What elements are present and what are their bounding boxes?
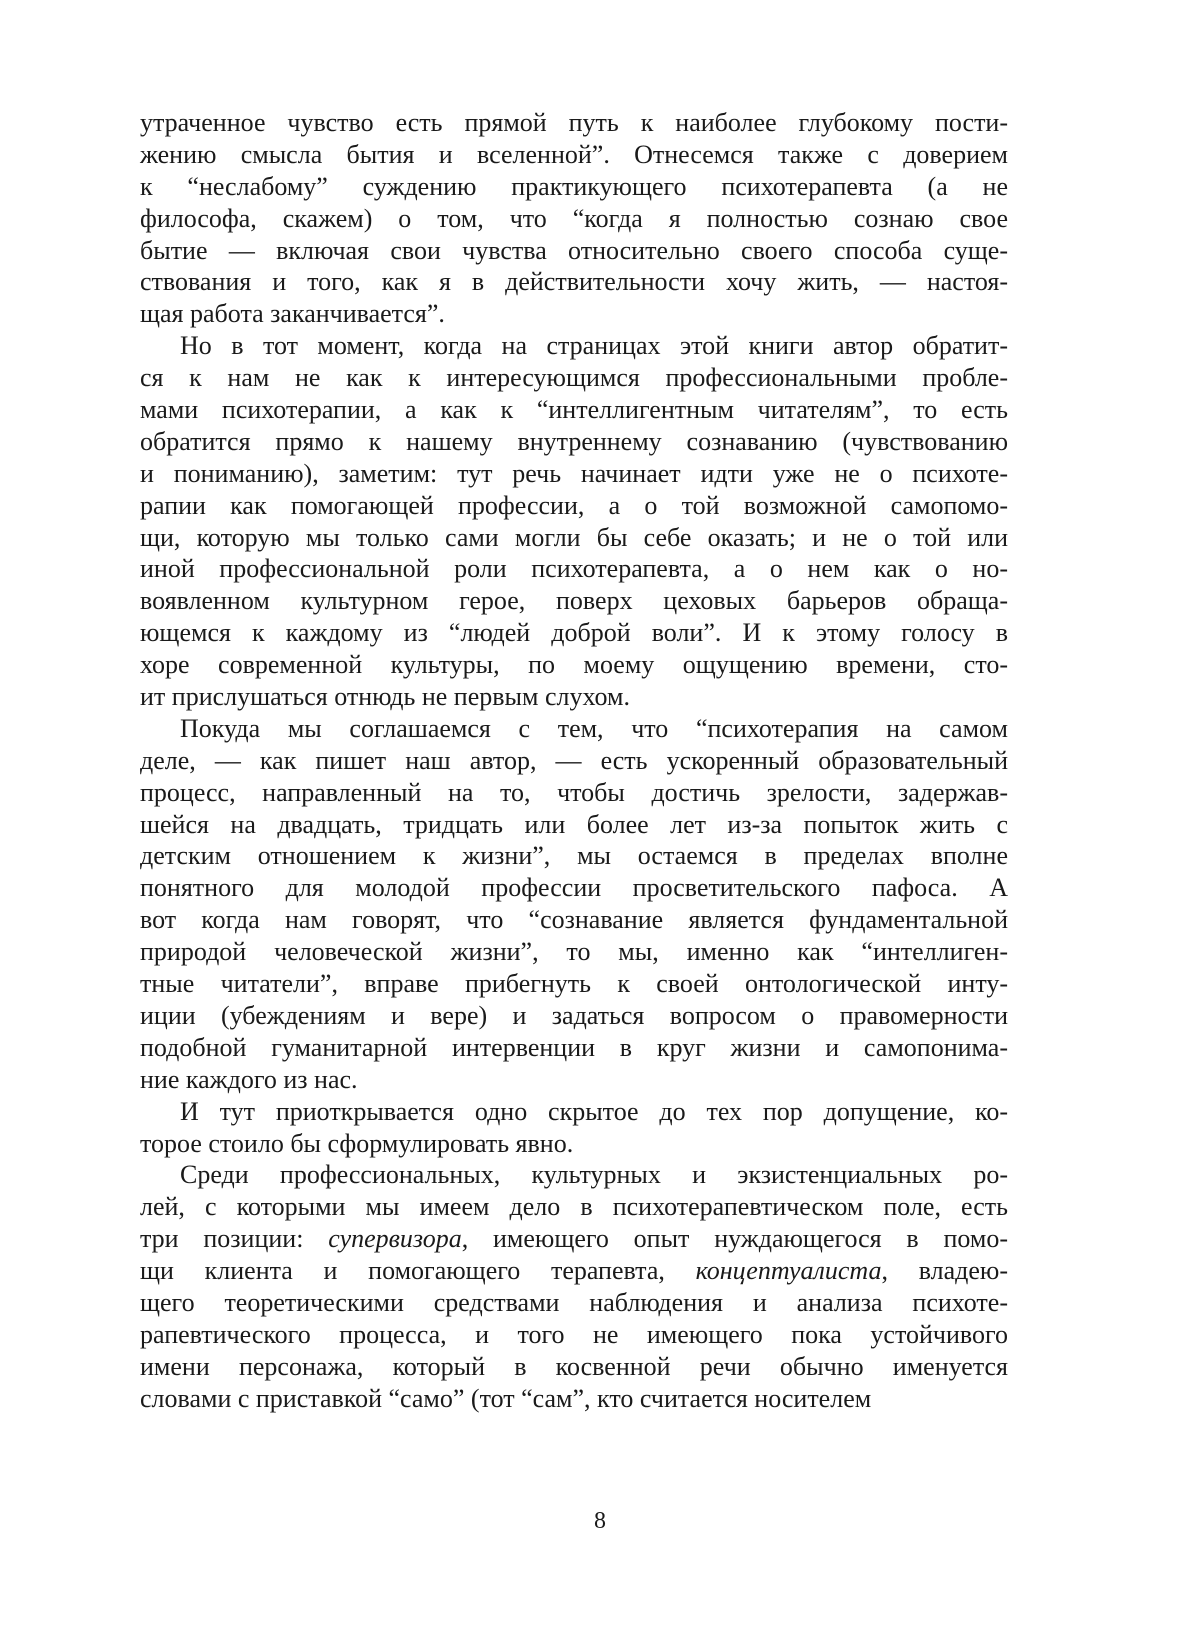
text-line: философа, скажем) о том, что “когда я полностью сознаю свое <box>140 203 1008 233</box>
text-line: щи клиента и помогающего терапевта, концептуалиста, владею- <box>140 1256 1008 1286</box>
body-text <box>140 107 1008 1415</box>
text-line: имени персонажа, который в косвенной речи обычно именуется <box>140 1351 1008 1381</box>
text-line: утраченное чувство есть прямой путь к наиболее глубокому пости- <box>140 108 1008 137</box>
text-line: словами с приставкой “само” (тот “сам”, кто считается носителем <box>140 1383 872 1413</box>
text-line: торое стоило бы сформулировать явно. <box>140 1128 574 1158</box>
text-line: шейся на двадцать, тридцать или более лет из-за попыток жить с <box>140 809 1008 839</box>
text-line: природой человеческой жизни”, то мы, именно как “интеллиген- <box>140 937 1008 967</box>
text-line: тные читатели”, вправе прибегнуть к своей онтологической инту- <box>140 969 1008 999</box>
text-line: обратится прямо к нашему внутреннему сознаванию (чувствованию <box>140 426 1008 456</box>
text-line: лей, с которыми мы имеем дело в психотерапевтическом поле, есть <box>140 1192 1008 1222</box>
text-line: деле, — как пишет наш автор, — есть ускоренный образовательный <box>140 745 1008 775</box>
text-line: мами психотерапии, а как к “интеллигентным читателям”, то есть <box>140 395 1008 425</box>
text-line: хоре современной культуры, по моему ощущению времени, сто- <box>140 650 1008 680</box>
text-line: три позиции: супервизора, имеющего опыт нуждающегося в помо- <box>140 1224 1008 1254</box>
text-line: И тут приоткрывается одно скрытое до тех пор допущение, ко- <box>180 1096 1008 1126</box>
text-line: Но в тот момент, когда на страницах этой книги автор обратит- <box>180 331 1008 361</box>
text-line: понятного для молодой профессии просветительского пафоса. А <box>140 873 1008 903</box>
text-line: иной профессиональной роли психотерапевта, а о нем как о но- <box>140 554 1008 584</box>
text-line: к “неслабому” суждению практикующего психотерапевта (а не <box>140 171 1008 201</box>
paragraph <box>140 330 1008 713</box>
paragraph <box>140 107 1008 330</box>
text-line: детским отношением к жизни”, мы остаемся в пределах вполне <box>140 841 1008 871</box>
text-line: процесс, направленный на то, чтобы достичь зрелости, задержав- <box>140 777 1008 807</box>
text-line: воявленном культурном герое, поверх цеховых барьеров обраща- <box>140 586 1008 616</box>
emphasis: супервизора <box>328 1224 462 1254</box>
text-line: ствования и того, как я в действительности хочу жить, — настоя- <box>140 267 1008 297</box>
text-line: ние каждого из нас. <box>140 1064 358 1094</box>
page-number: 8 <box>594 1508 606 1534</box>
text-line: жению смысла бытия и вселенной”. Отнесемся также с доверием <box>140 139 1008 169</box>
text-line: рапевтического процесса, и того не имеющего пока устойчивого <box>140 1319 1008 1349</box>
text-line: щая работа заканчивается”. <box>140 299 445 329</box>
emphasis: концептуалиста <box>695 1256 882 1286</box>
text-line: и пониманию), заметим: тут речь начинает идти уже не о психоте- <box>140 458 1008 488</box>
paragraph <box>140 713 1008 1096</box>
text-line: Среди профессиональных, культурных и экзистенциальных ро- <box>180 1160 1008 1190</box>
text-line: ющемся к каждому из “людей доброй воли”. И к этому голосу в <box>140 618 1008 648</box>
paragraph <box>140 1096 1008 1160</box>
text-line: ся к нам не как к интересующимся профессиональными пробле- <box>140 363 1008 393</box>
text-line: иции (убеждениям и вере) и задаться вопросом о правомерности <box>140 1000 1008 1030</box>
text-line: бытие — включая свои чувства относительно своего способа суще- <box>140 235 1008 265</box>
text-line: вот когда нам говорят, что “сознавание является фундаментальной <box>140 905 1008 935</box>
text-line: подобной гуманитарной интервенции в круг жизни и самопонима- <box>140 1032 1008 1062</box>
text-line: щи, которую мы только сами могли бы себе оказать; и не о той или <box>140 522 1008 552</box>
paragraph <box>140 1159 1008 1414</box>
text-line: Покуда мы соглашаемся с тем, что “психотерапия на самом <box>180 713 1008 743</box>
text-line: щего теоретическими средствами наблюдения и анализа психоте- <box>140 1287 1008 1317</box>
text-line: рапии как помогающей профессии, а о той возможной самопомо- <box>140 490 1008 520</box>
text-line: ит прислушаться отнюдь не первым слухом. <box>140 682 630 712</box>
